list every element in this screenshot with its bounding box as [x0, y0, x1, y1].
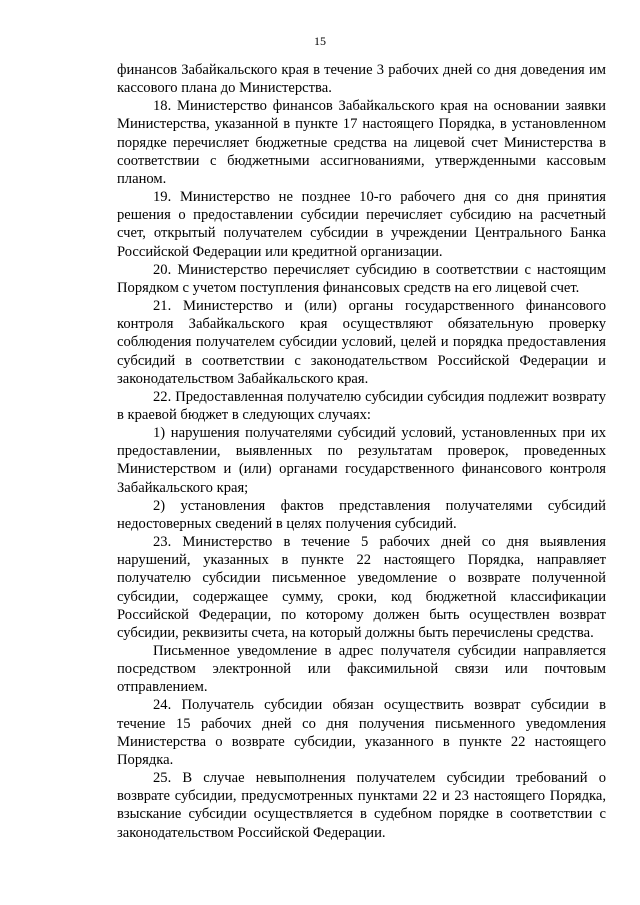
paragraph-item-25: 25. В случае невыполнения получателем субсидии требований о возврате субсидии, предусмотренных пунктами 22 и 23 настоящего Порядка, взыскание субсидии осуществляется в судебном порядке в соответствии с законодательством Российской Федерации. [117, 770, 606, 841]
paragraph-item-19: 19. Министерство не позднее 10-го рабочего дня со дня принятия решения о предоставлении субсидии перечисляет субсидию на расчетный счет, открытый получателем субсидии в учреждении Центрального Банка Российской Федерации или кредитной организации. [117, 189, 606, 260]
paragraph-item-18: 18. Министерство финансов Забайкальского края на основании заявки Министерства, указанной в пункте 17 настоящего Порядка, в установленном порядке перечисляет бюджетные средства на лицевой счет Министерства в соответствии с бюджетными ассигнованиями, утвержденными кассовым планом. [117, 98, 606, 187]
paragraph-continuation: финансов Забайкальского края в течение 3 рабочих дней со дня доведения им кассового плана до Министерства. [117, 62, 606, 97]
page-number: 15 [314, 34, 326, 48]
paragraph-notification: Письменное уведомление в адрес получателя субсидии направляется посредством электронной или факсимильной связи или почтовым отправлением. [117, 643, 606, 696]
paragraph-item-21: 21. Министерство и (или) органы государственного финансового контроля Забайкальского края осуществляют обязательную проверку соблюдения получателем субсидии условий, целей и порядка предоставления субсидий в соответствии с законодательством Российской Федерации и законодательством Забайкальского края. [117, 298, 606, 387]
paragraph-item-20: 20. Министерство перечисляет субсидию в соответствии с настоящим Порядком с учетом поступления финансовых средств на его лицевой счет. [117, 261, 606, 296]
paragraph-item-23: 23. Министерство в течение 5 рабочих дней со дня выявления нарушений, указанных в пункте 22 настоящего Порядка, направляет получателю субсидии письменное уведомление о возврате полученной субсидии, содержащее сумму, сроки, код бюджетной классификации Российской Федерации, по которому должен быть осуществлен возврат субсидии, реквизиты счета, на который должны быть перечислены средства. [117, 534, 606, 641]
document-body [117, 61, 606, 842]
paragraph-item-22: 22. Предоставленная получателю субсидии субсидия подлежит возврату в краевой бюджет в следующих случаях: [117, 388, 606, 423]
paragraph-item-24: 24. Получатель субсидии обязан осуществить возврат субсидии в течение 15 рабочих дней со дня получения письменного уведомления Министерства о возврате субсидии, указанного в пункте 22 настоящего Порядка. [117, 697, 606, 768]
paragraph-subitem-2: 2) установления фактов представления получателями субсидий недостоверных сведений в целях получения субсидий. [117, 497, 606, 532]
paragraph-subitem-1: 1) нарушения получателями субсидий условий, установленных при их предоставлении, выявленных по результатам проверок, проведенных Министерством и (или) органами государственного финансового контроля Забайкальского края; [117, 425, 606, 496]
